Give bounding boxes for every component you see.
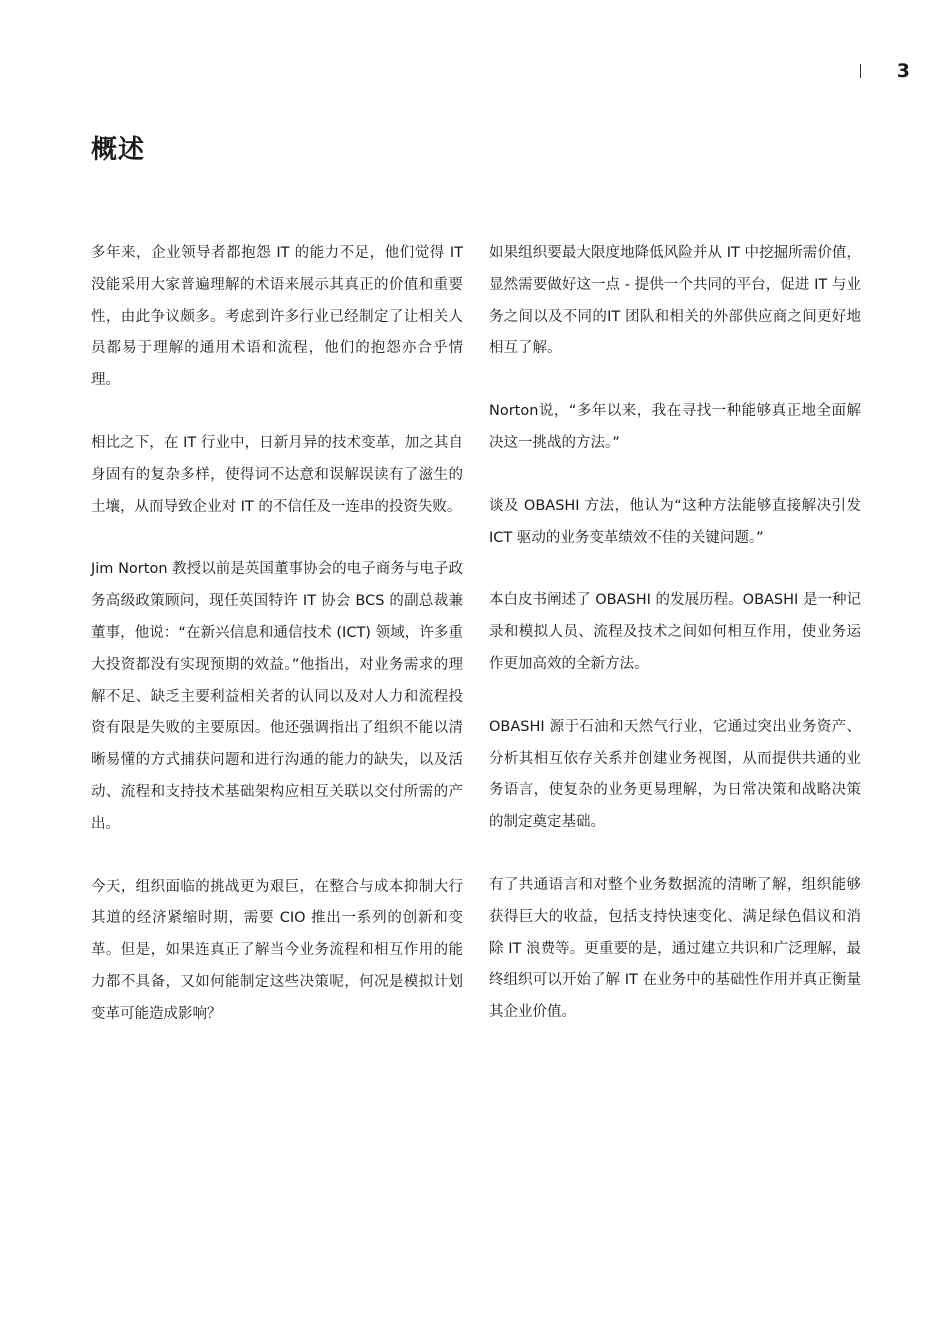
header-divider: [860, 64, 861, 78]
paragraph: OBASHI 源于石油和天然气行业，它通过突出业务资产、分析其相互依存关系并创建业务视图，从而提供共通的业务语言，使复杂的业务更易理解，为日常决策和战略决策的制定奠定基础。: [489, 718, 861, 831]
right-column: [489, 238, 861, 1060]
left-column: [91, 238, 463, 1062]
paragraph: 相比之下，在 IT 行业中，日新月异的技术变革，加之其自身固有的复杂多样，使得词不达意和误解误读有了滋生的土壤，从而导致企业对 IT 的不信任及一连串的投资失败。: [91, 434, 463, 515]
page-number: 3: [896, 60, 910, 82]
page-header: [860, 60, 910, 82]
paragraph: Norton说，“多年以来，我在寻找一种能够真正地全面解决这一挑战的方法。”: [489, 403, 861, 451]
paragraph: Jim Norton 教授以前是英国董事协会的电子商务与电子政务高级政策顾问，现任英国特许 IT 协会 BCS 的副总裁兼董事，他说：“在新兴信息和通信技术 (ICT) 领域，许多重大投资都没有实现预期的效益。”他指出，对业务需求的理解不足、缺乏主要利益相关者的认同以及对人力和流程投资有限是失败的主要原因。他还强调指出了组织不能以清晰易懂的方式捕获问题和进行沟通的能力的缺失，以及活动、流程和支持技术基础架构应相互关联以交付所需的产出。: [91, 561, 463, 832]
paragraph: 今天，组织面临的挑战更为艰巨，在整合与成本抑制大行其道的经济紧缩时期，需要 CIO 推出一系列的创新和变革。但是，如果连真正了解当今业务流程和相互作用的能力都不具备，又如何能制定这些决策呢，何况是模拟计划变革可能造成影响？: [91, 878, 463, 1022]
paragraph: 有了共通语言和对整个业务数据流的清晰了解，组织能够获得巨大的收益，包括支持快速变化、满足绿色倡议和消除 IT 浪费等。更重要的是，通过建立共识和广泛理解，最终组织可以开始了解 IT 在业务中的基础性作用并真正衡量其企业价值。: [489, 876, 861, 1021]
paragraph: 多年来，企业领导者都抱怨 IT 的能力不足，他们觉得 IT 没能采用大家普遍理解的术语来展示其真正的价值和重要性，由此争议颇多。考虑到许多行业已经制定了让相关人员都易于理解的通用术语和流程，他们的抱怨亦合乎情理。: [91, 245, 463, 389]
paragraph: 谈及 OBASHI 方法，他认为“这种方法能够直接解决引发 ICT 驱动的业务变革绩效不佳的关键问题。”: [489, 497, 861, 546]
page-title: 概述: [91, 135, 146, 165]
paragraph: 如果组织要最大限度地降低风险并从 IT 中挖掘所需价值，显然需要做好这一点 - 提供一个共同的平台，促进 IT 与业务之间以及不同的IT 团队和相关的外部供应商之间更好地相互了解。: [489, 245, 861, 357]
paragraph: 本白皮书阐述了 OBASHI 的发展历程。OBASHI 是一种记录和模拟人员、流程及技术之间如何相互作用，使业务运作更加高效的全新方法。: [489, 592, 861, 672]
